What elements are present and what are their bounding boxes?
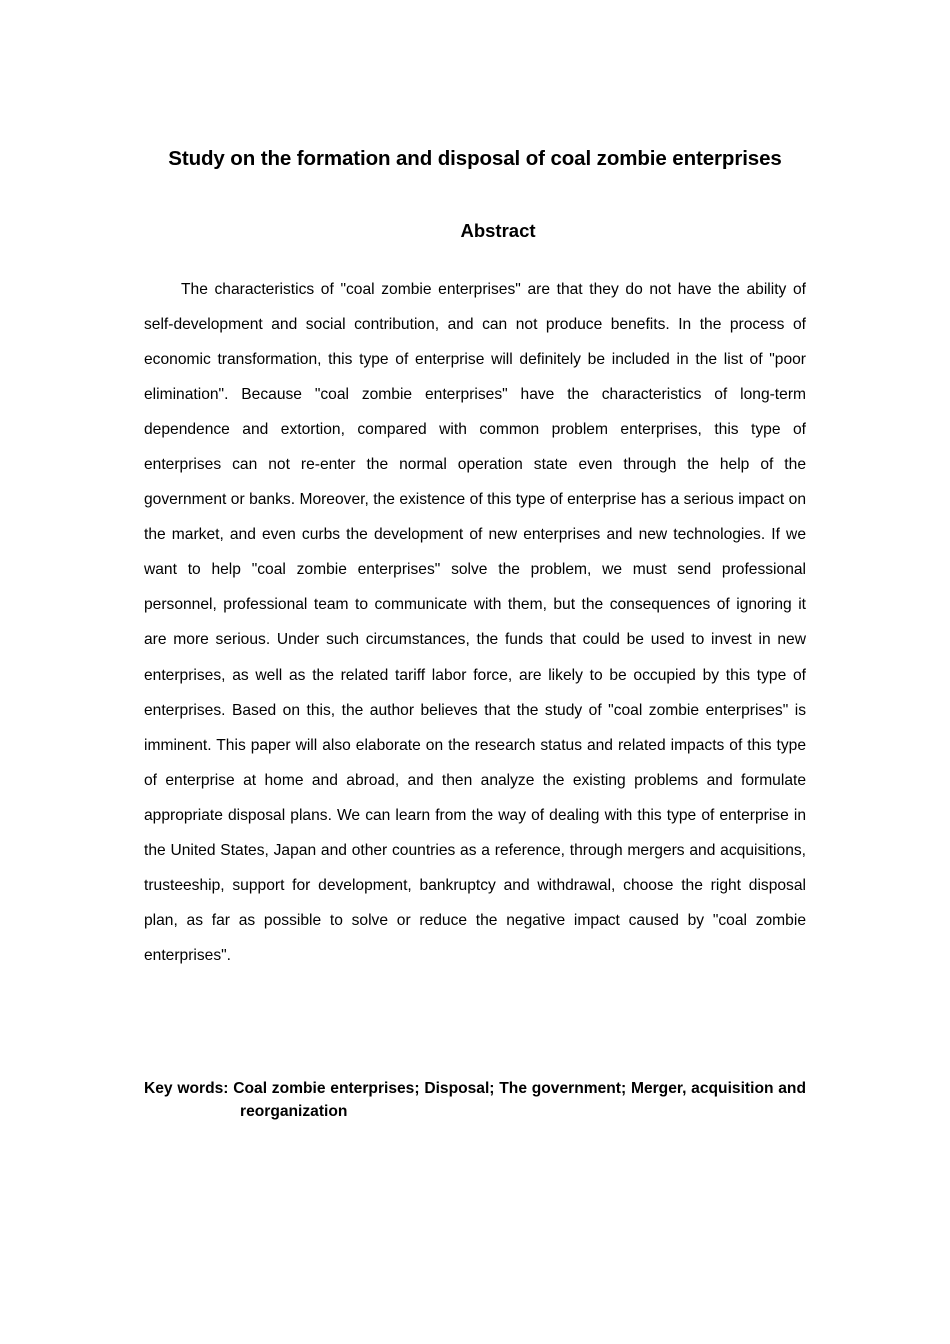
paper-title: Study on the formation and disposal of coal zombie enterprises xyxy=(168,147,782,170)
keywords-label: Key words: xyxy=(144,1080,229,1097)
abstract-heading: Abstract xyxy=(460,220,536,241)
keywords-text: Coal zombie enterprises; Disposal; The government; Merger, acquisition and reorganization xyxy=(233,1080,806,1120)
keywords xyxy=(144,1077,806,1123)
abstract-text: The characteristics of "coal zombie enterprises" are that they do not have the ability of self-development and social contribution, and can not produce benefits. In the process of economic transformation, this type of enterprise will definitely be included in the list of "poor elimination". Because "coal zombie enterprises" have the characteristics of long-term dependence and extortion, compared with common problem enterprises, this type of enterprises can not re-enter the normal operation state even through the help of the government or banks. Moreover, the existence of this type of enterprise has a serious impact on the market, and even curbs the development of new enterprises and new technologies. If we want to help "coal zombie enterprises" solve the problem, we must send professional personnel, professional team to communicate with them, but the consequences of ignoring it are more serious. Under such circumstances, the funds that could be used to invest in new enterprises, as well as the related tariff labor force, are likely to be occupied by this type of enterprises. Based on this, the author believes that the study of "coal zombie enterprises" is imminent. This paper will also elaborate on the research status and related impacts of this type of enterprise at home and abroad, and then analyze the existing problems and formulate appropriate disposal plans. We can learn from the way of dealing with this type of enterprise in the United States, Japan and other countries as a reference, through mergers and acquisitions, trusteeship, support for development, bankruptcy and withdrawal, choose the right disposal plan, as far as possible to solve or reduce the negative impact caused by "coal zombie enterprises". xyxy=(144,281,806,964)
